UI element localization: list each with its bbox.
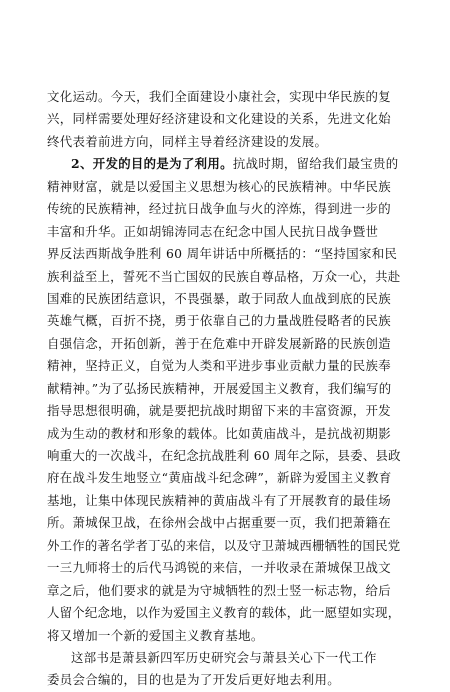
text-line-5: 精神财富，就是以爱国主义思想为核心的民族精神。中华民族 [47,178,391,194]
text-line-2: 兴，同样需要处理好经济建设和文化建设的关系，先进文化始 [47,111,391,127]
text-line-15: 指导思想很明确，就是要把抗战时期留下来的丰富资源，开发 [47,403,391,419]
text-line-4 [47,153,402,175]
text-line-12: 自强信念，开拓创新，善于在危难中开辟发展新路的民族创造 [47,335,391,351]
text-line-23: 章之后，他们要求的就是为守城牺牲的烈士竖一标志物，给后 [47,582,391,598]
section-heading: 2、开发的目的是为了利用。 [71,156,233,172]
text-line-6: 传统的民族精神，经过抗日战争血与火的淬炼，得到进一步的 [47,201,391,217]
body-text [47,86,402,692]
text-line-13: 精神，坚持正义，自觉为人类和平进步事业贡献力量的民族奉 [47,358,391,374]
text-line-24: 人留个纪念地，以作为爱国主义教育的载体，此一愿望如实现， [47,605,401,621]
text-line-20: 所。萧城保卫战，在徐州会战中占据重要一页，我们把萧籍在 [47,515,391,531]
text-line-16: 成为生动的教材和形象的载体。比如黄庙战斗，是抗战初期影 [47,425,391,441]
text-line-3: 终代表着前进方向，同样主导着经济建设的发展。 [47,133,328,149]
text-line-1: 文化运动。今天，我们全面建设小康社会，实现中华民族的复 [47,89,391,104]
text-line-8: 界反法西斯战争胜利 60 周年讲话中所概括的：“坚持国家和民 [47,246,398,262]
text-line-14: 献精神。”为了弘扬民族精神，开展爱国主义教育，我们编写的 [47,380,392,396]
text-line-9: 族利益至上，誓死不当亡国奴的民族自尊品格，万众一心，共赴 [47,268,401,284]
text-line-25: 将又增加一个新的爱国主义教育基地。 [47,627,264,643]
text-line-22: 一三九师将士的后代马鸿锐的来信，一并收录在萧城保卫战文 [47,560,391,576]
text-line-10: 国难的民族团结意识，不畏强暴，敢于同敌人血战到底的民族 [47,290,391,306]
text-line-21: 外工作的著名学者丁弘的来信，以及守卫萧城西栅牺牲的国民党 [47,537,401,553]
text-line-18: 府在战斗发生地竖立“黄庙战斗纪念碑”，新辟为爱国主义教育 [47,470,392,486]
text-line-19: 基地，让集中体现民族精神的黄庙战斗有了开展教育的最佳场 [47,492,391,508]
text-line-17: 响重大的一次战斗，在纪念抗战胜利 60 周年之际，县委、县政 [47,448,401,463]
text-line-27: 委员会合编的，目的也是为了开发后更好地去利用。 [47,672,341,688]
section-heading-rest: 抗战时期，留给我们最宝贵的 [232,156,399,172]
text-line-11: 英雄气概，百折不挠，勇于依靠自己的力量战胜侵略者的民族 [47,313,391,329]
text-line-7: 丰富和升华。正如胡锦涛同志在纪念中国人民抗日战争暨世 [47,223,379,239]
text-line-26: 这部书是萧县新四军历史研究会与萧县关心下一代工作 [71,649,377,665]
